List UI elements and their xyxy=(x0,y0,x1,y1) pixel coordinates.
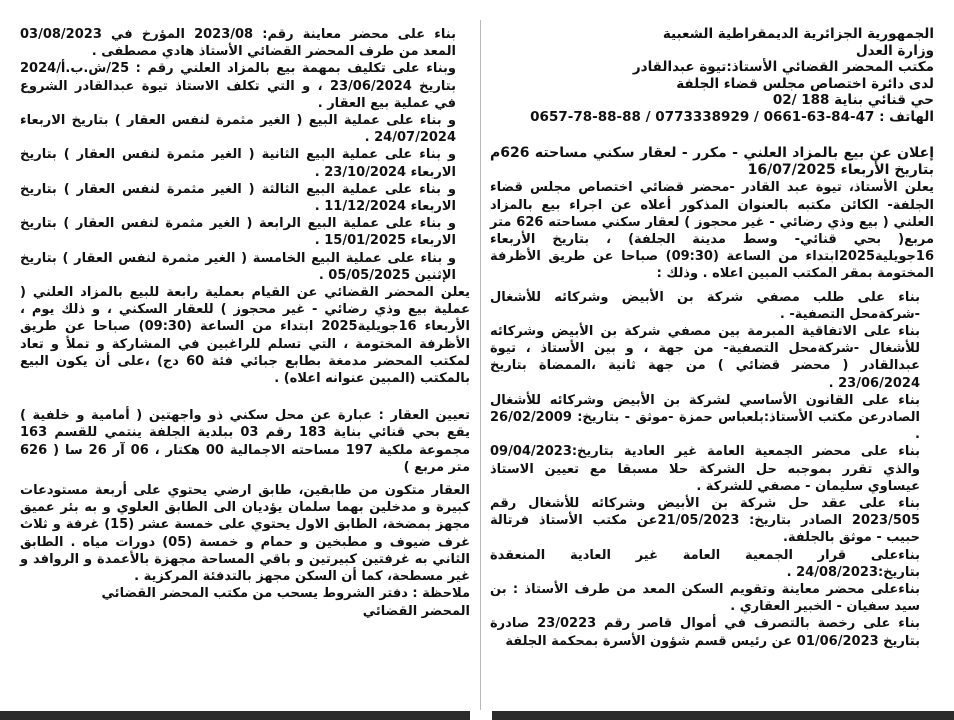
office-header xyxy=(490,26,934,125)
property-description: العقار متكون من طابقين، طابق ارضي يحتوي على أربعة مستودعات كبيرة و مدخلين بهما سلمان يؤديان الى الطابق العلوي و به بئر عميق مجهز بمضخة، الطابق الاول يحتوي على خمسة عشر (15) غرفة و ثلاث غرف ضيوف و مطبخين و حمام و خمسة (05) دورات مياه . الطابق الثاني به غرفتين كبيرتين و باقي المساحة مجهزة بالأعمدة و الروافد و غير مسطحة، كما أن السكن مجهز بالتدفئة المركزية . xyxy=(20,483,471,585)
header-line: لدى دائرة اختصاص مجلس قضاء الجلفة xyxy=(676,75,934,92)
bullet-item: وبناء على تكليف بمهمة بيع بالمزاد العلني رقم : 25/ش.ب.أ/2024 بتاريخ 23/06/2024 ، و التي تكلف الاستاذ تيوة عبدالقادر الشروع في عملية بيع العقار . xyxy=(20,61,456,111)
header-line: وزارة العدل xyxy=(855,42,934,59)
property-designation: تعيين العقار : عبارة عن محل سكني ذو واجهتين ( أمامية و خلفية ) يقع بحي قنائي بناية 183 رقم 03 ببلدية الجلفة ينتمي للقسم 163 مجموعة ملكية 197 مساحته الاجمالية 00 هكتار ، 06 آر 26 سا ( 626 متر مربع ) xyxy=(20,408,471,475)
bullet-item: و بناء على عملية البيع الخامسة ( الغير مثمرة لنفس العقار ) بتاريخ الإثنين 05/05/2025 . xyxy=(20,250,456,283)
bullet-item: بناء على طلب مصفي شركة بن الأبيض وشركائه للأشغال -شركةمحل التصفية- . xyxy=(490,289,920,322)
bullet-item: بناء على محضر معاينة رقم: 2023/08 المؤرخ في 03/08/2023 المعد من طرف المحضر القضائي الأستاذ هادي مصطفى . xyxy=(20,27,456,60)
bullet-item: بناء على الاتفاقية المبرمة بين مصفي شركة بن الأبيض وشركائه للأشغال -شركةمحل التصفية- من جهة ، و بين الأستاذ ، تيوة عبدالقادر ( محضر قضائي ) من جهة ثانية ،الممضاة بتاريخ 23/06/2024 . xyxy=(490,324,920,391)
bullet-item: بناء على رخصة بالتصرف في أموال قاصر رقم 23/0223 صادرة بتاريخ 01/06/2023 عن رئيس قسم شؤون الأسرة بمحكمة الجلفة xyxy=(490,616,920,649)
notice-title: إعلان عن بيع بالمزاد العلني - مكرر - لعقار سكني مساحته 626م بتاريخ الأربعاء 16/07/2025 xyxy=(490,145,934,179)
bullet-item: و بناء على عملية البيع الثالثة ( الغير مثمرة لنفس العقار ) بتاريخ الاربعاء 11/12/2024 . xyxy=(20,181,456,215)
notice-intro: يعلن الأستاذ، تيوة عبد القادر -محضر قضائي اختصاص مجلس قضاء الجلفة- الكائن مكتبه بالعنوان المذكور أعلاه عن اجراء بيع بالمزاد العلني ( بيع وذي رضائي - غير محجوز ) لعقار سكني مساحته 626 متر مربع( بحي قنائي- وسط مدينة الجلفة) ، بتاريخ الأربعاء 16جويلية2025ابتداء من الساعة (09:30) صباحا عن طريق الأظرفة المختومة بمقر المكتب المبين اعلاه . وذلك : xyxy=(490,180,935,282)
signature: المحضر القضائي xyxy=(362,603,470,619)
header-line: حي قنائي بناية 188 /02 xyxy=(772,92,934,108)
sale-announcement: يعلن المحضر القضائي عن القيام بعملية رابعة للبيع بالمزاد العلني ( عملية بيع وذي رضائي - غير محجوز ) للعقار السكني ، و ذلك يوم ، الأربعاء 16جويلية2025 ابتداء من الساعة (09:30) صباحا عن طريق الأظرفة المختومة ، التي تسلم للراغبين في المشاركة و تملأ و تعاد لمكتب المحضر مدمغة بطابع جبائي فئة 60 دج) ،على أن يكون البيع بالمكتب (المبين عنوانه اعلاه) . xyxy=(20,285,470,387)
bullet-item: بناءعلى قرار الجمعية العامة غير العادية المنعقدة بتاريخ:24/08/2023 . xyxy=(490,547,920,580)
bullet-item: و بناء على عملية البيع الرابعة ( الغير مثمرة لنفس العقار ) بتاريخ الاربعاء 15/01/2025 . xyxy=(20,216,456,249)
bullet-item: بناء على محضر الجمعية العامة غير العادية بتاريخ:09/04/2023 والذي تقرر بموجبه حل الشركة حلا مسبقا مع تعيين الاستاذ عيساوي سليمان - مصفي للشركة . xyxy=(490,444,920,494)
bullet-item: و بناء على عملية البيع ( الغير مثمرة لنفس العقار ) بتاريخ الاربعاء 24/07/2024 . xyxy=(20,113,456,146)
bullet-item: بناءعلى محضر معاينة وتقويم السكن المعد من طرف الأستاذ : بن سيد سفيان - الخبير العقاري . xyxy=(490,582,920,615)
header-phone: الهاتف : 47-84-63-0661 / 0773338929 / 88-88-78-0657 xyxy=(530,108,934,125)
bullet-item: بناء على عقد حل شركة بن الأبيض وشركائه للأشغال رقم 2023/505 الصادر بتاريخ: 21/05/2023عن مكتب الأستاذ فرتالة حبيب - موثق بالجلفة. xyxy=(490,496,920,546)
right-column xyxy=(490,26,934,650)
note-text: ملاحظة : دفتر الشروط يسحب من مكتب المحضر القضائي xyxy=(101,586,470,602)
bullet-item: بناء على القانون الأساسي لشركة بن الأبيض وشركائه للأشغال الصادرعن مكتب الأستاذ:بلعباس حمزة -موثق - بتاريخ: 26/02/2009 . xyxy=(490,392,920,443)
header-line: الجمهورية الجزائرية الديمقراطية الشعبية xyxy=(662,26,934,42)
bottom-border-left xyxy=(0,711,470,720)
column-divider xyxy=(480,20,481,710)
bottom-border-right xyxy=(492,711,954,720)
bullet-item: و بناء على عملية البيع الثانية ( الغير مثمرة لنفس العقار ) بتاريخ الاربعاء 23/10/2024 . xyxy=(20,147,456,180)
header-line: مكتب المحضر القضائي الأستاذ:تيوة عبدالقادر xyxy=(632,59,934,75)
left-column xyxy=(20,26,470,620)
